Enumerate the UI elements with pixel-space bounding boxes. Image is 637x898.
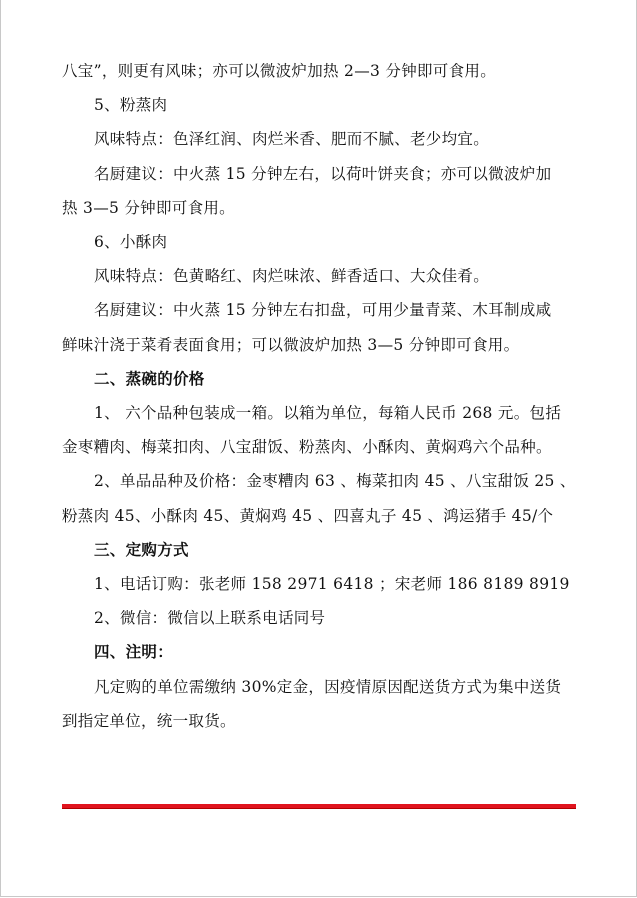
paragraph-line: 2、单品品种及价格：金枣糟肉 63 、梅菜扣肉 45 、八宝甜饭 25 、 bbox=[94, 472, 576, 491]
paragraph-line: 风味特点：色泽红润、肉烂米香、肥而不腻、老少均宜。 bbox=[94, 130, 490, 149]
paragraph-line: 金枣糟肉、梅菜扣肉、八宝甜饭、粉蒸肉、小酥肉、黄焖鸡六个品种。 bbox=[62, 438, 552, 457]
paragraph-line: 到指定单位，统一取货。 bbox=[62, 711, 236, 730]
paragraph-line: 粉蒸肉 45、小酥肉 45、黄焖鸡 45 、四喜丸子 45 、鸿运猪手 45/个 bbox=[62, 506, 554, 525]
section-heading: 四、注明： bbox=[94, 643, 174, 662]
section-heading: 三、定购方式 bbox=[94, 540, 189, 559]
footer-red-rule bbox=[62, 804, 576, 809]
paragraph-line: 凡定购的单位需缴纳 30%定金，因疫情原因配送货方式为集中送货 bbox=[94, 677, 562, 696]
paragraph-line: 2、微信：微信以上联系电话同号 bbox=[94, 609, 326, 628]
paragraph-line: 名厨建议：中火蒸 15 分钟左右扣盘，可用少量青菜、木耳制成咸 bbox=[94, 301, 552, 320]
paragraph-line: 热 3—5 分钟即可食用。 bbox=[62, 198, 235, 217]
paragraph-line: 风味特点：色黄略红、肉烂味浓、鲜香适口、大众佳肴。 bbox=[94, 267, 490, 286]
paragraph-line: 5、粉蒸肉 bbox=[94, 96, 168, 115]
paragraph-line: 6、小酥肉 bbox=[94, 233, 168, 252]
document-body bbox=[62, 54, 580, 738]
paragraph-line: 鲜味汁浇于菜肴表面食用；可以微波炉加热 3—5 分钟即可食用。 bbox=[62, 335, 520, 354]
paragraph-line: 名厨建议：中火蒸 15 分钟左右，以荷叶饼夹食；亦可以微波炉加 bbox=[94, 164, 552, 183]
paragraph-line: 1、电话订购：张老师 158 2971 6418 ；宋老师 186 8189 8919 bbox=[94, 575, 570, 594]
paragraph-line: 八宝”，则更有风味；亦可以微波炉加热 2—3 分钟即可食用。 bbox=[62, 62, 497, 80]
section-heading: 二、蒸碗的价格 bbox=[94, 369, 205, 388]
paragraph-line: 1、 六个品种包装成一箱。以箱为单位，每箱人民币 268 元。包括 bbox=[94, 404, 562, 423]
